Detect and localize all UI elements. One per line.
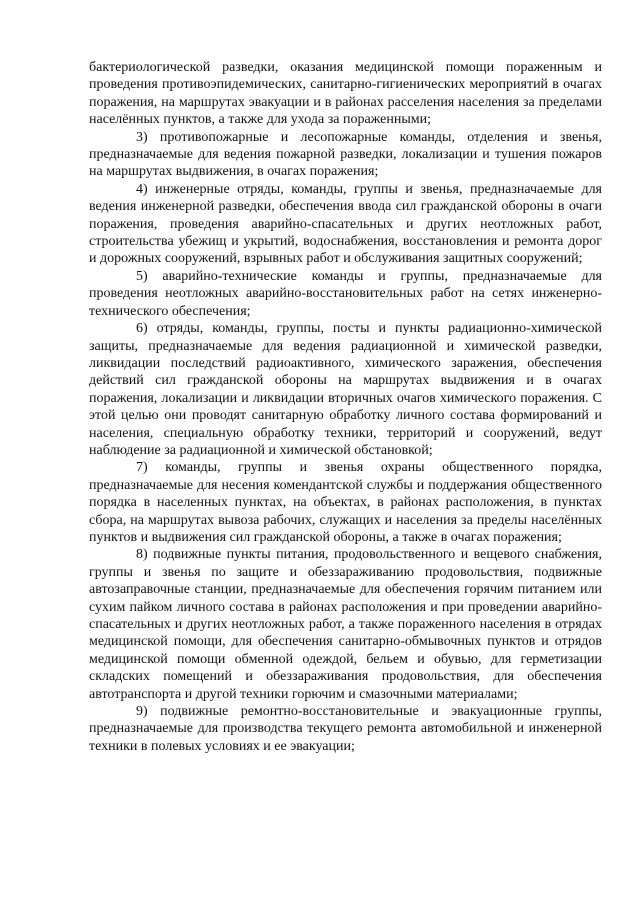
paragraph-item-3: 3) противопожарные и лесопожарные команды, отделения и звенья, предназначаемые для ведения пожарной разведки, локализации и тушения пожаров на маршрутах выдвижения, в очагах поражения; <box>89 129 602 180</box>
paragraph-item-8: 8) подвижные пункты питания, продовольственного и вещевого снабжения, группы и звенья по защите и обеззараживанию продовольствия, подвижные автозаправочные станции, предназначаемые для обеспечения горячим питанием или сухим пайком личного состава в районах расположения и при проведении аварийно-спасательных и других неотложных работ, а также пораженного населения в отрядах медицинской помощи, для обеспечения санитарно-обмывочных пунктов и отрядов медицинской помощи обменной одеждой, бельем и обувью, для герметизации складских помещений и обеззараживания продовольствия, для обеспечения автотранспорта и другой техники горючим и смазочными материалами; <box>89 547 602 702</box>
paragraph-continuation: бактериологической разведки, оказания медицинской помощи пораженным и проведения противоэпидемических, санитарно-гигиенических мероприятий в очагах поражения, на маршрутах эвакуации и в районах расселения населения за пределами населённых пунктов, а также для ухода за пораженными; <box>89 60 602 128</box>
paragraph-item-9: 9) подвижные ремонтно-восстановительные и эвакуационные группы, предназначаемые для производства текущего ремонта автомобильной и инженерной техники в полевых условиях и ее эвакуации; <box>89 704 602 754</box>
paragraph-item-6: 6) отряды, команды, группы, посты и пункты радиационно-химической защиты, предназначаемые для ведения радиационной и химической разведки, ликвидации последствий радиоактивного, химического заражения, обеспечения действий сил гражданской обороны на маршрутах выдвижения и в очагах поражения, локализации и ликвидации вторичных очагов химического поражения. С этой целью они проводят санитарную обработку личного состава формирований и населения, специальную обработку техники, территорий и сооружений, ведут наблюдение за радиационной и химической обстановкой; <box>89 321 602 458</box>
document-page <box>89 59 602 755</box>
paragraph-item-5: 5) аварийно-технические команды и группы, предназначаемые для проведения неотложных аварийно-восстановительных работ на сетях инженерно-технического обеспечения; <box>89 268 602 319</box>
paragraph-item-4: 4) инженерные отряды, команды, группы и звенья, предназначаемые для ведения инженерной разведки, обеспечения ввода сил гражданской обороны в очаги поражения, проведения аварийно-спасательных и других неотложных работ, строительства убежищ и укрытий, водоснабжения, восстановления и ремонта дорог и дорожных сооружений, взрывных работ и обслуживания защитных сооружений; <box>89 181 602 267</box>
paragraph-item-7: 7) команды, группы и звенья охраны общественного порядка, предназначаемые для несения комендантской службы и поддержания общественного порядка в населенных пунктах, на объектах, в районах расположения, в пунктах сбора, на маршрутах вывоза рабочих, служащих и населения за пределы населённых пунктов и выдвижения сил гражданской обороны, а также в очагах поражения; <box>89 460 602 545</box>
